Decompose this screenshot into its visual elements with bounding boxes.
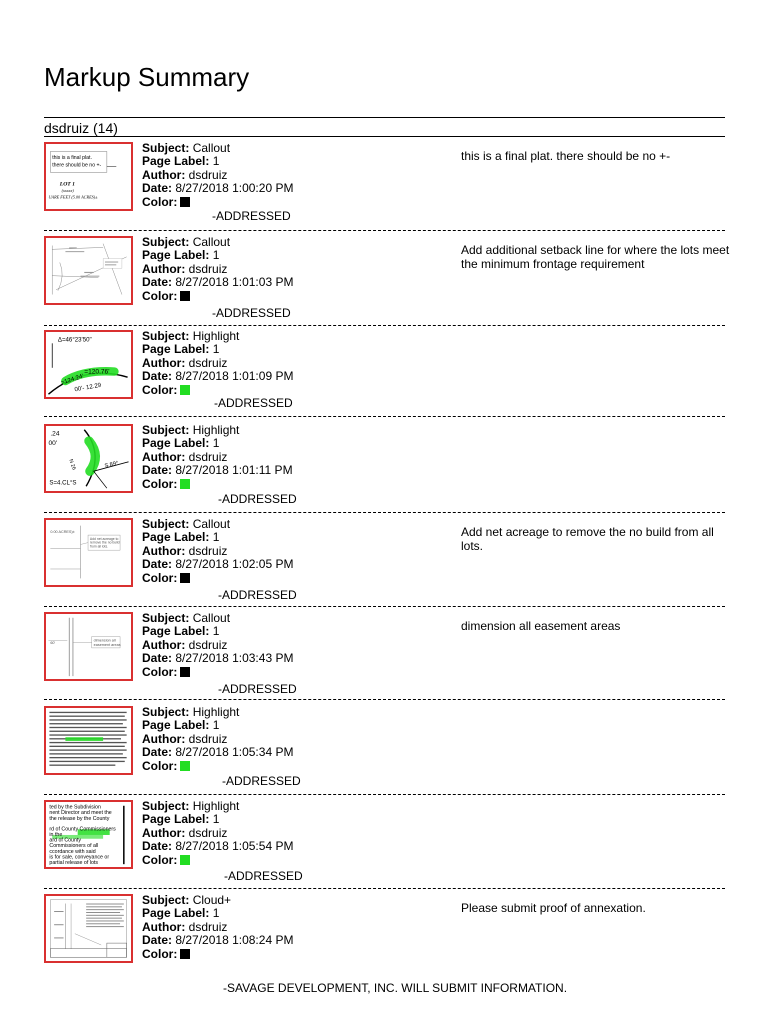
page-label-value: 1 (212, 436, 220, 451)
author-value: dsdruiz (188, 167, 228, 182)
author-value: dsdruiz (188, 637, 228, 652)
svg-text:ard of County: ard of County (49, 837, 82, 844)
subject-value: Highlight (192, 799, 240, 813)
date-value: 8/27/2018 1:01:03 PM (175, 275, 294, 290)
entry-separator (44, 794, 725, 795)
svg-text:LOT 1: LOT 1 (59, 181, 75, 188)
thumbnail-highlight-image (46, 332, 131, 397)
svg-text:00': 00' (48, 439, 58, 447)
author-value: dsdruiz (188, 449, 228, 464)
entry-separator (44, 416, 725, 417)
thumbnail-highlight-image (46, 426, 131, 491)
status-reply: -ADDRESSED (214, 396, 293, 410)
status-reply: -ADDRESSED (212, 209, 291, 223)
author-heading: dsdruiz (14) (44, 120, 118, 136)
status-reply: -ADDRESSED (218, 588, 297, 602)
markup-thumbnail[interactable] (44, 330, 133, 399)
markup-metadata: Subject: Highlight Page Label: 1 Author: dsdruiz Date: 8/27/2018 1:05:54 PM Color: (142, 799, 294, 867)
svg-text:rd of County Commissioners: rd of County Commissioners (49, 826, 116, 833)
date-value: 8/27/2018 1:00:20 PM (175, 181, 294, 196)
page-label-value: 1 (212, 718, 220, 733)
subject-value: Callout (192, 141, 231, 155)
svg-text:0.00 ACRES)±: 0.00 ACRES)± (50, 530, 75, 535)
thumbnail-highlight-image (46, 802, 131, 867)
svg-text:there should be no +-: there should be no +- (52, 162, 102, 169)
markup-metadata: Subject: Callout Page Label: 1 Author: dsdruiz Date: 8/27/2018 1:03:43 PM Color: (142, 611, 294, 679)
markup-thumbnail[interactable] (44, 518, 133, 587)
date-value: 8/27/2018 1:03:43 PM (175, 651, 294, 666)
markup-metadata: Subject: Callout Page Label: 1 Author: dsdruiz Date: 8/27/2018 1:01:03 PM Color: (142, 235, 294, 303)
svg-text:N 26: N 26 (67, 458, 77, 471)
page-label-value: 1 (212, 248, 220, 263)
markup-metadata: Subject: Highlight Page Label: 1 Author: dsdruiz Date: 8/27/2018 1:05:34 PM Color: (142, 705, 294, 773)
markup-thumbnail[interactable] (44, 236, 133, 305)
status-reply: -ADDRESSED (218, 492, 297, 506)
svg-text:S 89°: S 89° (104, 460, 119, 470)
svg-text:Δ=46°23'50": Δ=46°23'50" (57, 336, 92, 344)
markup-thumbnail[interactable] (44, 612, 133, 681)
comment-text: dimension all easement areas (461, 619, 621, 633)
color-swatch (180, 855, 190, 865)
page-label-value: 1 (212, 624, 220, 639)
entry-separator (44, 888, 725, 889)
svg-text:ccordance with said: ccordance with said (49, 848, 96, 855)
comment-text: this is a final plat. there should be no +- (461, 149, 671, 163)
svg-text:in the: in the (49, 831, 63, 838)
subject-value: Callout (192, 611, 231, 625)
date-value: 8/27/2018 1:01:09 PM (175, 369, 294, 384)
markup-metadata: Subject: Callout Page Label: 1 Author: dsdruiz Date: 8/27/2018 1:02:05 PM Color: (142, 517, 294, 585)
markup-thumbnail[interactable] (44, 800, 133, 869)
svg-text:60': 60' (50, 641, 56, 646)
markup-thumbnail[interactable] (44, 142, 133, 211)
page-label-value: 1 (212, 342, 220, 357)
subject-value: Cloud+ (192, 893, 232, 907)
author-divider (44, 136, 725, 137)
title-divider (44, 117, 725, 118)
entry-separator (44, 699, 725, 700)
svg-text:Commissioners of all: Commissioners of all (49, 843, 99, 850)
markup-metadata: Subject: Cloud+ Page Label: 1 Author: dsdruiz Date: 8/27/2018 1:08:24 PM Color: (142, 893, 294, 961)
entry-separator (44, 230, 725, 231)
thumbnail-plat-sheet-image (46, 896, 131, 961)
thumbnail-callout-image (46, 520, 131, 585)
color-swatch (180, 291, 190, 301)
date-value: 8/27/2018 1:05:34 PM (175, 745, 294, 760)
status-reply: -SAVAGE DEVELOPMENT, INC. WILL SUBMIT INFORMATION. (223, 981, 568, 995)
page-label-value: 1 (212, 154, 220, 169)
color-swatch (180, 761, 190, 771)
markup-thumbnail[interactable] (44, 424, 133, 493)
author-value: dsdruiz (188, 919, 228, 934)
svg-text:UARE FEET (5.00 ACRES)±: UARE FEET (5.00 ACRES)± (48, 194, 98, 200)
comment-text: Please submit proof of annexation. (461, 901, 646, 915)
color-swatch (180, 197, 190, 207)
author-value: dsdruiz (188, 825, 228, 840)
subject-value: Highlight (192, 423, 240, 437)
svg-text:.24: .24 (50, 430, 60, 438)
color-swatch (180, 573, 190, 583)
svg-text:is for sale, conveyance or: is for sale, conveyance or (49, 854, 110, 861)
thumbnail-highlight-image (46, 708, 131, 773)
date-value: 8/27/2018 1:08:24 PM (175, 933, 294, 948)
status-reply: -ADDRESSED (222, 774, 301, 788)
svg-text:=124.24': =124.24' (60, 372, 85, 387)
author-value: dsdruiz (188, 543, 228, 558)
svg-text:this is a final plat.: this is a final plat. (52, 155, 92, 162)
svg-text:S=4.CL°S: S=4.CL°S (49, 479, 77, 487)
subject-value: Highlight (192, 329, 240, 343)
svg-text:Add net acreage to: Add net acreage to (89, 536, 119, 541)
svg-text:easement areas: easement areas (93, 643, 121, 648)
color-swatch (180, 479, 190, 489)
page-label-value: 1 (212, 530, 220, 545)
svg-text:ted by the Subdivision: ted by the Subdivision (49, 804, 101, 811)
svg-text:=120.76': =120.76' (84, 368, 110, 376)
thumbnail-callout-image (46, 614, 131, 679)
svg-text:the release by the County: the release by the County (49, 815, 110, 822)
date-value: 8/27/2018 1:05:54 PM (175, 839, 294, 854)
author-value: dsdruiz (188, 261, 228, 276)
page-label-value: 1 (212, 812, 220, 827)
date-value: 8/27/2018 1:02:05 PM (175, 557, 294, 572)
color-swatch (180, 385, 190, 395)
page-label-value: 1 (212, 906, 220, 921)
svg-text:(xxxxx): (xxxxx) (61, 188, 74, 194)
svg-text:partial release of lots: partial release of lots (49, 860, 98, 867)
date-value: 8/27/2018 1:01:11 PM (175, 463, 293, 478)
svg-text:remove the no build: remove the no build (89, 540, 120, 545)
page-title: Markup Summary (44, 62, 250, 92)
status-reply: -ADDRESSED (212, 306, 291, 320)
comment-text: Add additional setback line for where the lots meet the minimum frontage requirement (461, 243, 730, 271)
status-reply: -ADDRESSED (224, 869, 303, 883)
svg-text:dimension all: dimension all (93, 638, 116, 643)
svg-text:00'- 12.29: 00'- 12.29 (73, 381, 102, 394)
markup-metadata: Subject: Highlight Page Label: 1 Author: dsdruiz Date: 8/27/2018 1:01:09 PM Color: (142, 329, 294, 397)
markup-metadata: Subject: Callout Page Label: 1 Author: dsdruiz Date: 8/27/2018 1:00:20 PM Color: (142, 141, 294, 209)
color-swatch (180, 949, 190, 959)
author-value: dsdruiz (188, 731, 228, 746)
subject-value: Highlight (192, 705, 240, 719)
svg-text:nent Director and meet the: nent Director and meet the (49, 810, 112, 817)
thumbnail-callout-image (46, 144, 131, 209)
status-reply: -ADDRESSED (218, 682, 297, 696)
thumbnail-plat-image (46, 238, 131, 303)
entry-separator (44, 606, 725, 607)
markup-thumbnail[interactable] (44, 706, 133, 775)
comment-text: Add net acreage to remove the no build from all lots. (461, 525, 714, 553)
color-swatch (180, 667, 190, 677)
subject-value: Callout (192, 235, 231, 249)
markup-metadata: Subject: Highlight Page Label: 1 Author: dsdruiz Date: 8/27/2018 1:01:11 PM Color: (142, 423, 293, 491)
author-value: dsdruiz (188, 355, 228, 370)
markup-thumbnail[interactable] (44, 894, 133, 963)
subject-value: Callout (192, 517, 231, 531)
entry-separator (44, 325, 725, 326)
entry-separator (44, 512, 725, 513)
svg-text:from all lots.: from all lots. (89, 544, 109, 549)
